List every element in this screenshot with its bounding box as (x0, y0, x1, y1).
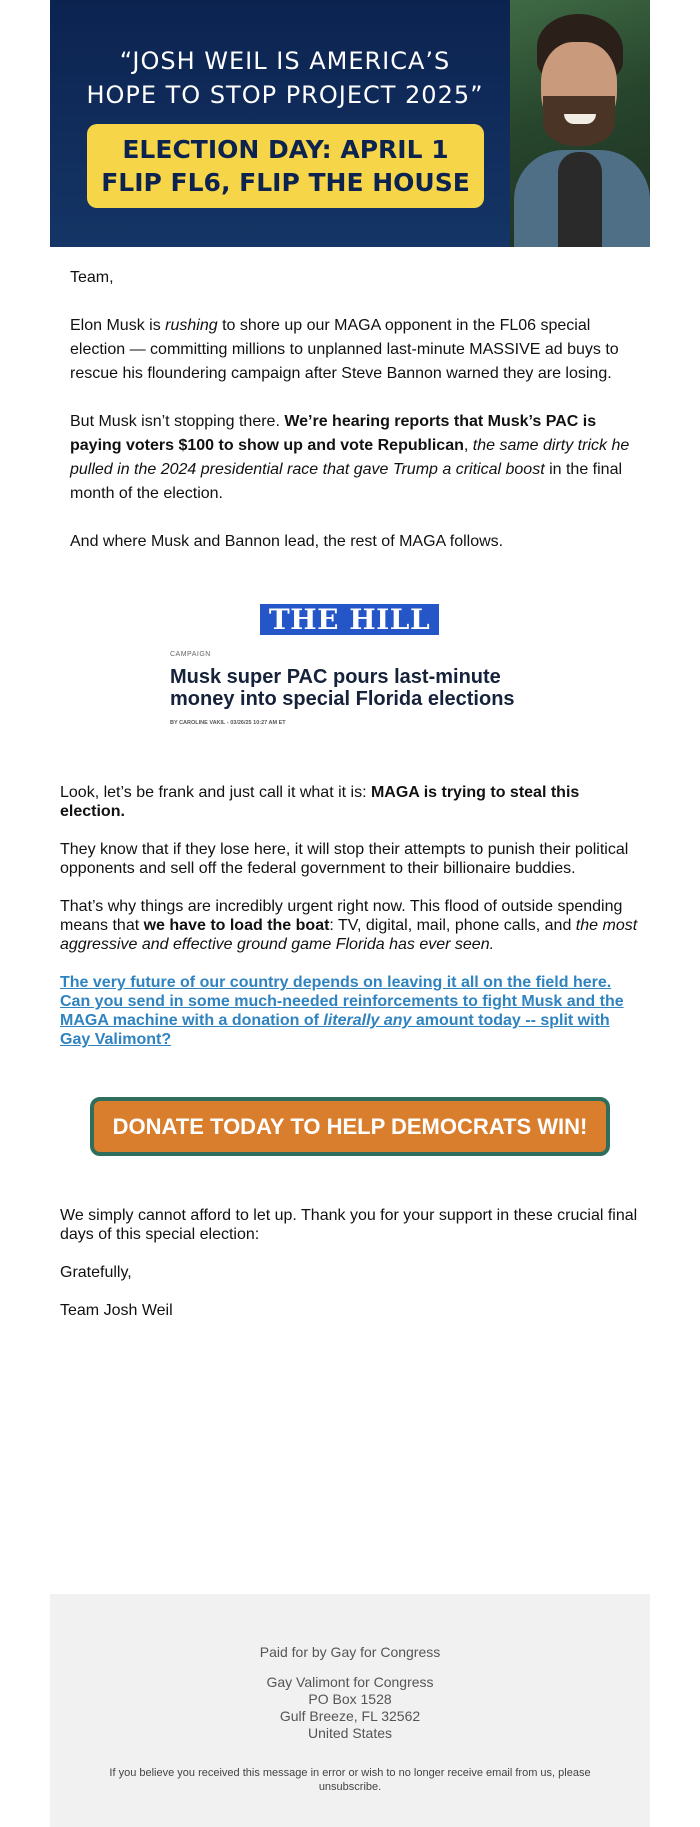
main-paragraph-3: That’s why things are incredibly urgent right now. This flood of outside spending means that we have to load the boat: TV, digital, mail, phone calls, and the most aggressive and effective ground game Florida has ever seen. (60, 898, 638, 953)
hero-quote-line2: HOPE TO STOP PROJECT 2025” (86, 81, 484, 109)
clip-headline: Musk super PAC pours last-minute money into special Florida elections (170, 666, 515, 710)
badge-line2: FLIP FL6, FLIP THE HOUSE (101, 168, 470, 197)
hero-banner (50, 0, 650, 247)
footer (50, 1594, 650, 1827)
photo-smile (564, 114, 596, 124)
hero-quote (50, 44, 520, 112)
main-section (60, 783, 640, 1068)
photo-shirt (558, 152, 602, 247)
sign-off: Gratefully, (60, 1264, 132, 1281)
donation-link-paragraph (60, 973, 640, 1049)
main-paragraph-2: They know that if they lose here, it will stop their attempts to punish their political opponents and sell off the federal government to their billionaire buddies. (60, 841, 629, 877)
election-day-badge (87, 124, 484, 208)
address-po-box: PO Box 1528 (308, 1691, 392, 1707)
intro-paragraph-1: Elon Musk is rushing to shore up our MAGA opponent in the FL06 special election — committing millions to unplanned last-minute MASSIVE ad buys to rescue his floundering campaign after Steve Bannon warned they are losing. (70, 317, 619, 382)
address-org: Gay Valimont for Congress (266, 1674, 434, 1690)
address-city: Gulf Breeze, FL 32562 (279, 1708, 421, 1724)
donate-button[interactable]: DONATE TODAY TO HELP DEMOCRATS WIN! (90, 1097, 610, 1156)
main-paragraph-1: Look, let’s be frank and just call it what it is: MAGA is trying to steal this election. (60, 784, 580, 820)
address-country: United States (307, 1725, 393, 1741)
intro-section (70, 266, 630, 578)
email-container (50, 0, 650, 1793)
clip-byline: BY CAROLINE VAKIL - 03/26/25 10:27 AM ET (170, 720, 286, 726)
news-clipping-image (170, 604, 530, 734)
paid-for-disclaimer: Paid for by Gay for Congress (259, 1644, 441, 1660)
closing-paragraph: We simply cannot afford to let up. Thank you for your support in these crucial final days of this special election: (60, 1207, 638, 1243)
greeting: Team, (70, 269, 114, 286)
clip-category: CAMPAIGN (170, 651, 211, 658)
mailing-address (50, 1674, 650, 1742)
hero-quote-line1: “JOSH WEIL IS AMERICA’S (119, 47, 451, 75)
candidate-photo (510, 0, 650, 247)
signature: Team Josh Weil (60, 1302, 173, 1319)
the-hill-logo: THE HILL (260, 604, 439, 635)
intro-paragraph-3: And where Musk and Bannon lead, the rest of MAGA follows. (70, 533, 504, 550)
intro-paragraph-2: But Musk isn’t stopping there. We’re hearing reports that Musk’s PAC is paying voters $100 to show up and vote Republican, the same dirty trick he pulled in the 2024 presidential race that gave Trump a critical boost in the final month of the election. (70, 413, 630, 502)
donation-link[interactable]: The very future of our country depends on leaving it all on the field here. Can you send in some much-needed reinforcements to fight Musk and the MAGA machine with a donation of literally any amount today -- split with Gay Valimont? (60, 974, 624, 1048)
unsubscribe-note[interactable]: If you believe you received this message in error or wish to no longer receive email from us, please unsubscribe. (109, 1767, 591, 1793)
badge-line1: ELECTION DAY: APRIL 1 (122, 135, 449, 164)
closing-section (60, 1206, 640, 1339)
